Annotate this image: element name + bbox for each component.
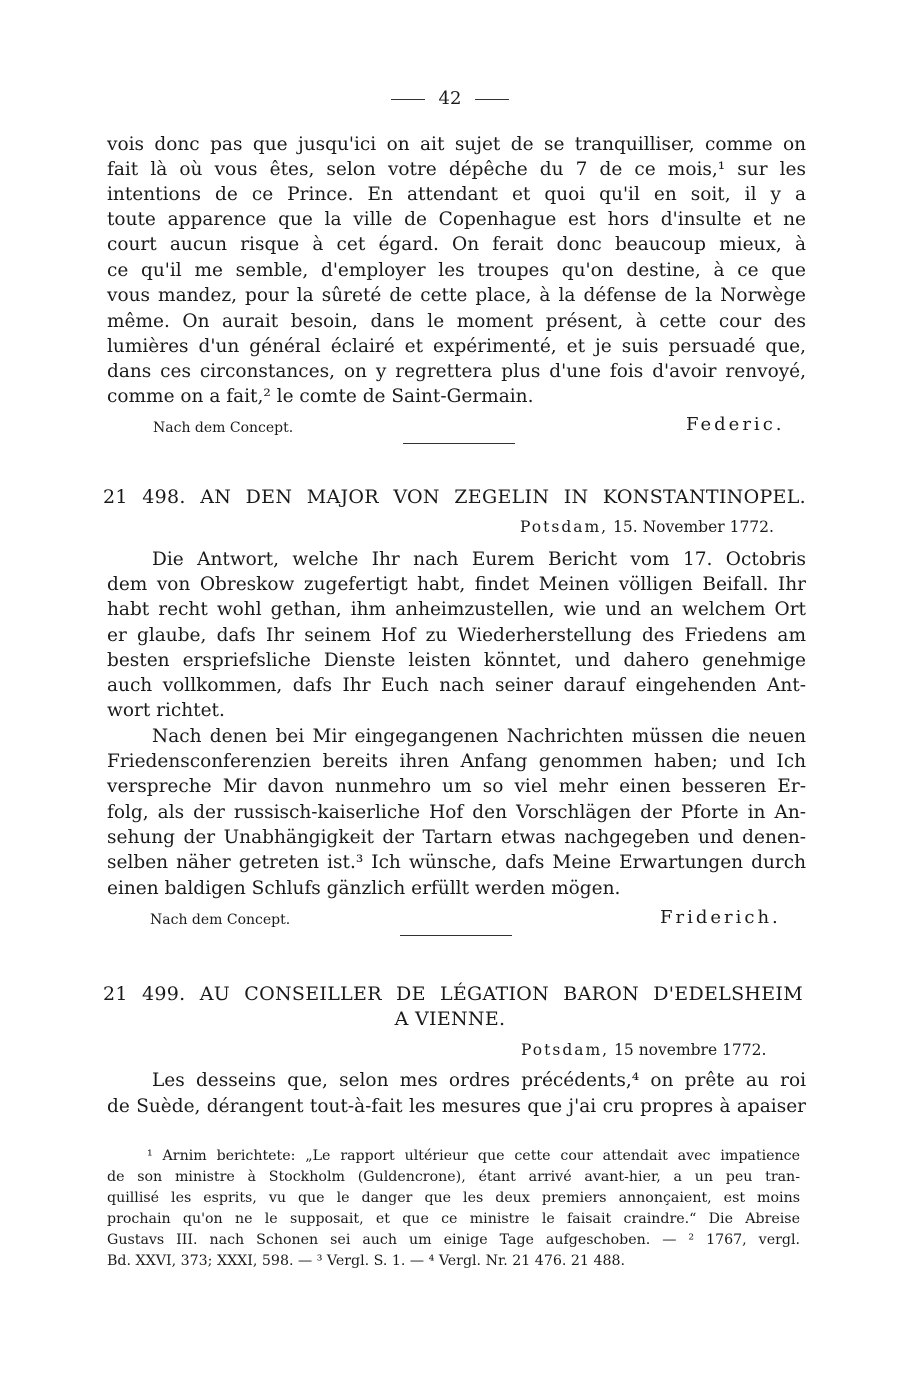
body-line: sehung der Unabhängigkeit der Tartarn etwas nachgegeben und denen- (107, 827, 806, 848)
source-note: Nach dem Concept. (153, 420, 294, 436)
body-line: comme on a fait,² le comte de Saint-Germain. (107, 386, 534, 407)
footnote-line: quillisé les esprits, vu que le danger que les deux premiers annonçaient, est moins (107, 1190, 800, 1206)
signature: Federic. (686, 414, 785, 435)
footnote-line: Gustavs III. nach Schonen sei auch um einige Tage aufgeschoben. — ² 1767, vergl. (107, 1232, 800, 1248)
body-line: lumières d'un général éclairé et expérimenté, et je suis persuadé que, (107, 336, 806, 357)
body-line: dem von Obreskow zugefertigt habt, findet Meinen völligen Beifall. Ihr (107, 574, 806, 595)
body-line: de Suède, dérangent tout-à-fait les mesures que j'ai cru propres à apaiser (107, 1096, 806, 1117)
body-line: ce qu'il me semble, d'employer les troupes qu'on destine, à ce que (107, 260, 806, 281)
letter-heading: 21 499. AU CONSEILLER DE LÉGATION BARON D'EDELSHEIM (103, 983, 803, 1005)
letter-heading: 21 498. AN DEN MAJOR VON ZEGELIN IN KONSTANTINOPEL. (103, 486, 806, 508)
body-line: vois donc pas que jusqu'ici on ait sujet de se tranquilliser, comme on (107, 134, 806, 155)
dateline-date: 15 novembre 1772. (614, 1041, 767, 1059)
source-note: Nach dem Concept. (150, 912, 291, 928)
footnote-line: de son ministre à Stockholm (Guldencrone), étant arrivé avant-hier, a un peu tran- (107, 1169, 800, 1185)
signature: Friderich. (660, 907, 781, 928)
header-dash-left (391, 99, 425, 100)
body-line: fait là où vous êtes, selon votre dépêche du 7 de ce mois,¹ sur les (107, 159, 806, 180)
body-line: wort richtet. (107, 700, 225, 721)
dateline-place: Potsdam, (520, 518, 609, 536)
body-line: folg, als der russisch-kaiserliche Hof den Vorschlägen der Pforte in An- (107, 802, 806, 823)
body-line: Nach denen bei Mir eingegangenen Nachrichten müssen die neuen (152, 726, 806, 747)
body-line: toute apparence que la ville de Copenhague est hors d'insulte et ne (107, 209, 806, 230)
body-line: intentions de ce Prince. En attendant et quoi qu'il en soit, il y a (107, 184, 806, 205)
page-number: 42 (438, 88, 462, 109)
body-line: Friedensconferenzien bereits ihren Anfang genommen haben; und Ich (107, 751, 806, 772)
letter-heading-continuation: A VIENNE. (394, 1008, 506, 1030)
dateline-place: Potsdam, (521, 1041, 610, 1059)
body-line: auch vollkommen, dafs Ihr Euch nach seiner darauf eingehenden Ant- (107, 675, 806, 696)
body-line: besten erspriefsliche Dienste leisten könntet, und dahero genehmige (107, 650, 806, 671)
body-line: Die Antwort, welche Ihr nach Eurem Bericht vom 17. Octobris (152, 549, 806, 570)
body-line: Les desseins que, selon mes ordres précédents,⁴ on prête au roi (152, 1070, 806, 1091)
footnote-line: Bd. XXVI, 373; XXXI, 598. — ³ Vergl. S. 1. — ⁴ Vergl. Nr. 21 476. 21 488. (107, 1253, 626, 1269)
body-line: er glaube, dafs Ihr seinem Hof zu Wiederherstellung des Friedens am (107, 625, 806, 646)
letter-dateline (521, 1041, 766, 1059)
footnote-line: prochain qu'on ne le supposait, et que ce ministre le faisait craindre.“ Die Abreise (107, 1211, 800, 1227)
section-divider (403, 443, 515, 444)
page-header (0, 88, 900, 109)
header-dash-right (475, 99, 509, 100)
dateline-date: 15. November 1772. (613, 518, 774, 536)
body-line: même. On aurait besoin, dans le moment présent, à cette cour des (107, 311, 806, 332)
body-line: habt recht wohl gethan, ihm anheimzustellen, wie und an welchem Ort (107, 599, 806, 620)
footnote-line: ¹ Arnim berichtete: „Le rapport ultérieur que cette cour attendait avec impatience (147, 1148, 800, 1164)
section-divider (400, 935, 512, 936)
body-line: court aucun risque à cet égard. On ferait donc beaucoup mieux, à (107, 234, 806, 255)
body-line: vous mandez, pour la sûreté de cette place, à la défense de la Norwège (107, 285, 806, 306)
body-line: verspreche Mir davon nunmehro um so viel mehr einen besseren Er- (107, 776, 806, 797)
body-line: dans ces circonstances, on y regrettera plus d'une fois d'avoir renvoyé, (107, 361, 806, 382)
letter-dateline (520, 518, 774, 536)
body-line: einen baldigen Schlufs gänzlich erfüllt werden mögen. (107, 878, 621, 899)
body-line: selben näher getreten ist.³ Ich wünsche, dafs Meine Erwartungen durch (107, 852, 806, 873)
